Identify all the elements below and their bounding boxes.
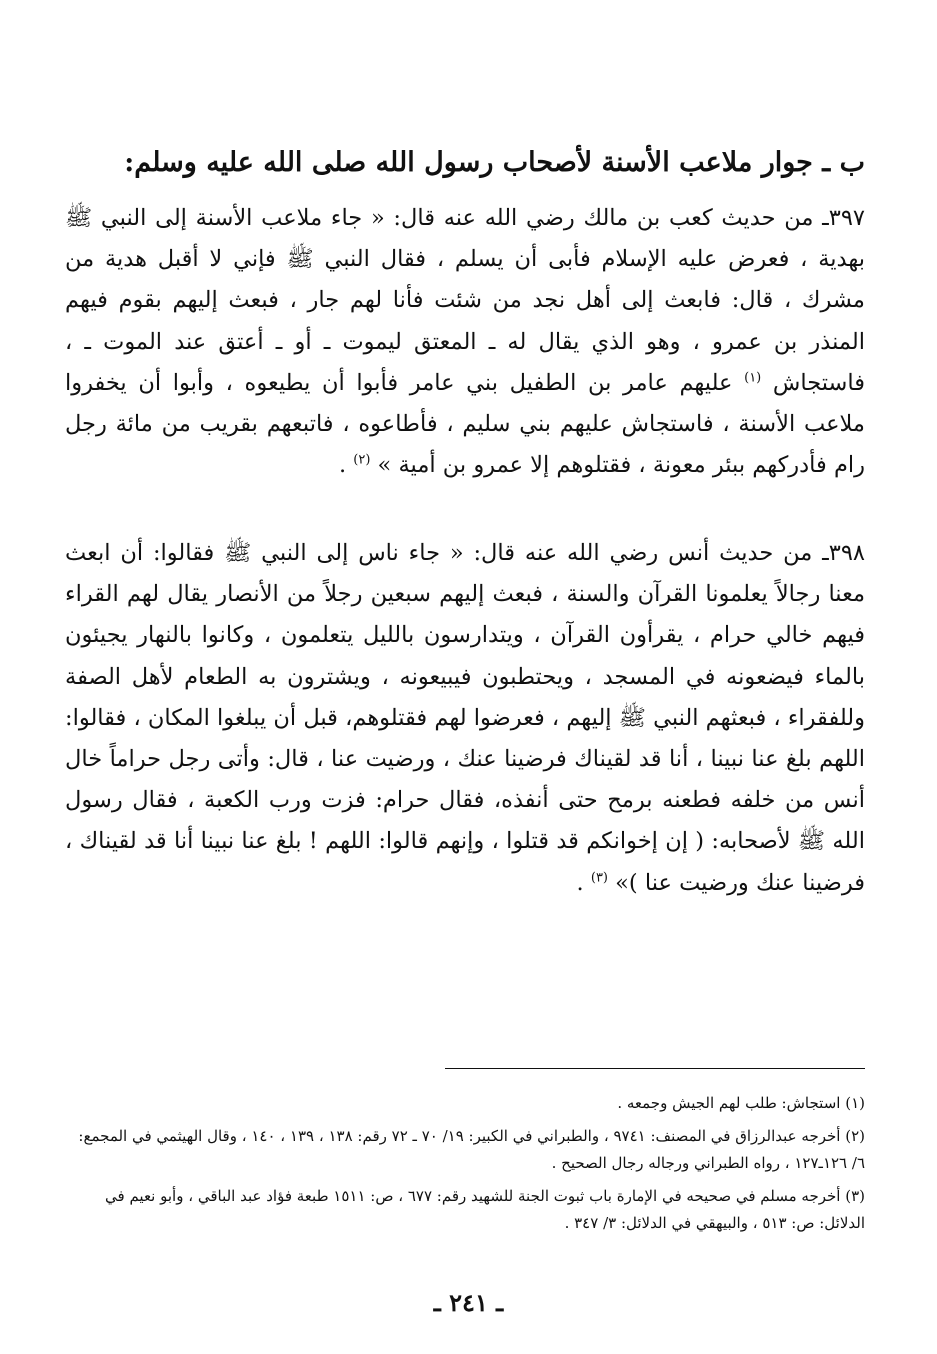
footnote-number: (١)	[845, 1094, 865, 1112]
hadith-end-mark: .	[576, 869, 584, 896]
hadith-text: من حديث كعب بن مالك رضي الله عنه قال: « جاء ملاعب الأسنة إلى النبي ﷺ بهدية ، فعرض عليه الإسلام فأبى أن يسلم ، فقال النبي ﷺ فإني لا أقبل هدية من مشرك ، قال: فابعث إلى أهل نجد من شئت فأنا لهم جار ، فبعث إليهم بقوم فيهم المنذر بن عمرو ، وهو الذي يقال له ـ المعتق ليموت ـ أو ـ أعتق عند الموت ـ ، فاستجاش	[65, 205, 866, 396]
hadith-text: من حديث أنس رضي الله عنه قال: « جاء ناس إلى النبي ﷺ فقالوا: أن ابعث معنا رجالاً يعلمونا القرآن والسنة ، فبعث إليهم سبعين رجلاً من الأنصار يقال لهم القراء فيهم خالي حرام ، يقرأون القرآن ، ويتدارسون بالليل يتعلمون ، وكانوا بالنهار يجيئون بالماء فيضعونه في المسجد ، ويحتطبون فيبيعونه ، ويشترون به الطعام لأهل الصفة وللفقراء ، فبعثهم النبي ﷺ إليهم ، فعرضوا لهم فقتلوهم، قبل أن يبلغوا المكان ، فقالوا: اللهم بلغ عنا نبينا ، أنا قد لقيناك فرضينا عنك ، ورضيت عنا ، قال: وأتى رجل حراماً خال أنس من خلفه فطعنه برمح حتى أنفذه، فقال حرام: فزت ورب الكعبة ، فقال رسول الله ﷺ لأصحابه: ( إن إخوانكم قد قتلوا ، وإنهم قالوا: اللهم ! بلغ عنا نبينا أنا قد لقيناك ، فرضينا عنك ورضيت عنا )»	[65, 540, 865, 896]
footnote-number: (٣)	[845, 1187, 865, 1205]
footnote-text: أخرجه عبدالرزاق في المصنف: ٩٧٤١ ، والطبراني في الكبير: ١٩/ ٧٠ ـ ٧٢ رقم: ١٣٨ ، ١٣٩ ، ١٤٠ ، وقال الهيثمي في المجمع: ٦/ ١٢٦ـ١٢٧ ، رواه الطبراني ورجاله رجال الصحيح .	[78, 1127, 865, 1172]
hadith-number: ٣٩٧ـ	[822, 205, 865, 231]
hadith-398	[65, 533, 865, 904]
hadith-text-continued: عليهم عامر بن الطفيل بني عامر فأبوا أن يطيعوه ، وأبوا أن يخفروا ملاعب الأسنة ، فاستجاش عليهم بني سليم ، فأطاعوه ، فاتبعهم بقريب من مائة رجل رام فأدركهم ببئر معونة ، فقتلوهم إلا عمرو بن أمية »	[65, 369, 865, 479]
hadith-397-paragraph	[65, 198, 865, 486]
hadith-397	[65, 198, 865, 486]
hadith-end-mark: .	[338, 452, 347, 479]
page-number: ـ ٢٤١ ـ	[433, 1288, 504, 1317]
footnote-ref-2[interactable]: (٢)	[353, 452, 371, 468]
hadith-number: ٣٩٨ـ	[822, 540, 866, 566]
footnote-divider	[445, 1068, 865, 1069]
footnote-text: أخرجه مسلم في صحيحه في الإمارة باب ثبوت الجنة للشهيد رقم: ٦٧٧ ، ص: ١٥١١ طبعة فؤاد عبد الباقي ، وأبو نعيم في الدلائل: ص: ٥١٣ ، والبيهقي في الدلائل: ٣/ ٣٤٧ .	[105, 1187, 865, 1232]
footnote-1	[65, 1090, 865, 1117]
footnote-ref-3[interactable]: (٣)	[590, 870, 608, 886]
footnote-ref-1[interactable]: (١)	[744, 370, 762, 386]
section-heading: ب ـ جوار ملاعب الأسنة لأصحاب رسول الله صلى الله عليه وسلم:	[124, 147, 865, 178]
footnote-number: (٢)	[845, 1127, 865, 1145]
footnote-text: استجاش: طلب لهم الجيش وجمعه .	[617, 1094, 841, 1112]
footnote-3	[65, 1183, 865, 1237]
hadith-398-paragraph	[65, 533, 865, 904]
footnotes	[65, 1090, 865, 1243]
footnote-2	[65, 1123, 865, 1177]
